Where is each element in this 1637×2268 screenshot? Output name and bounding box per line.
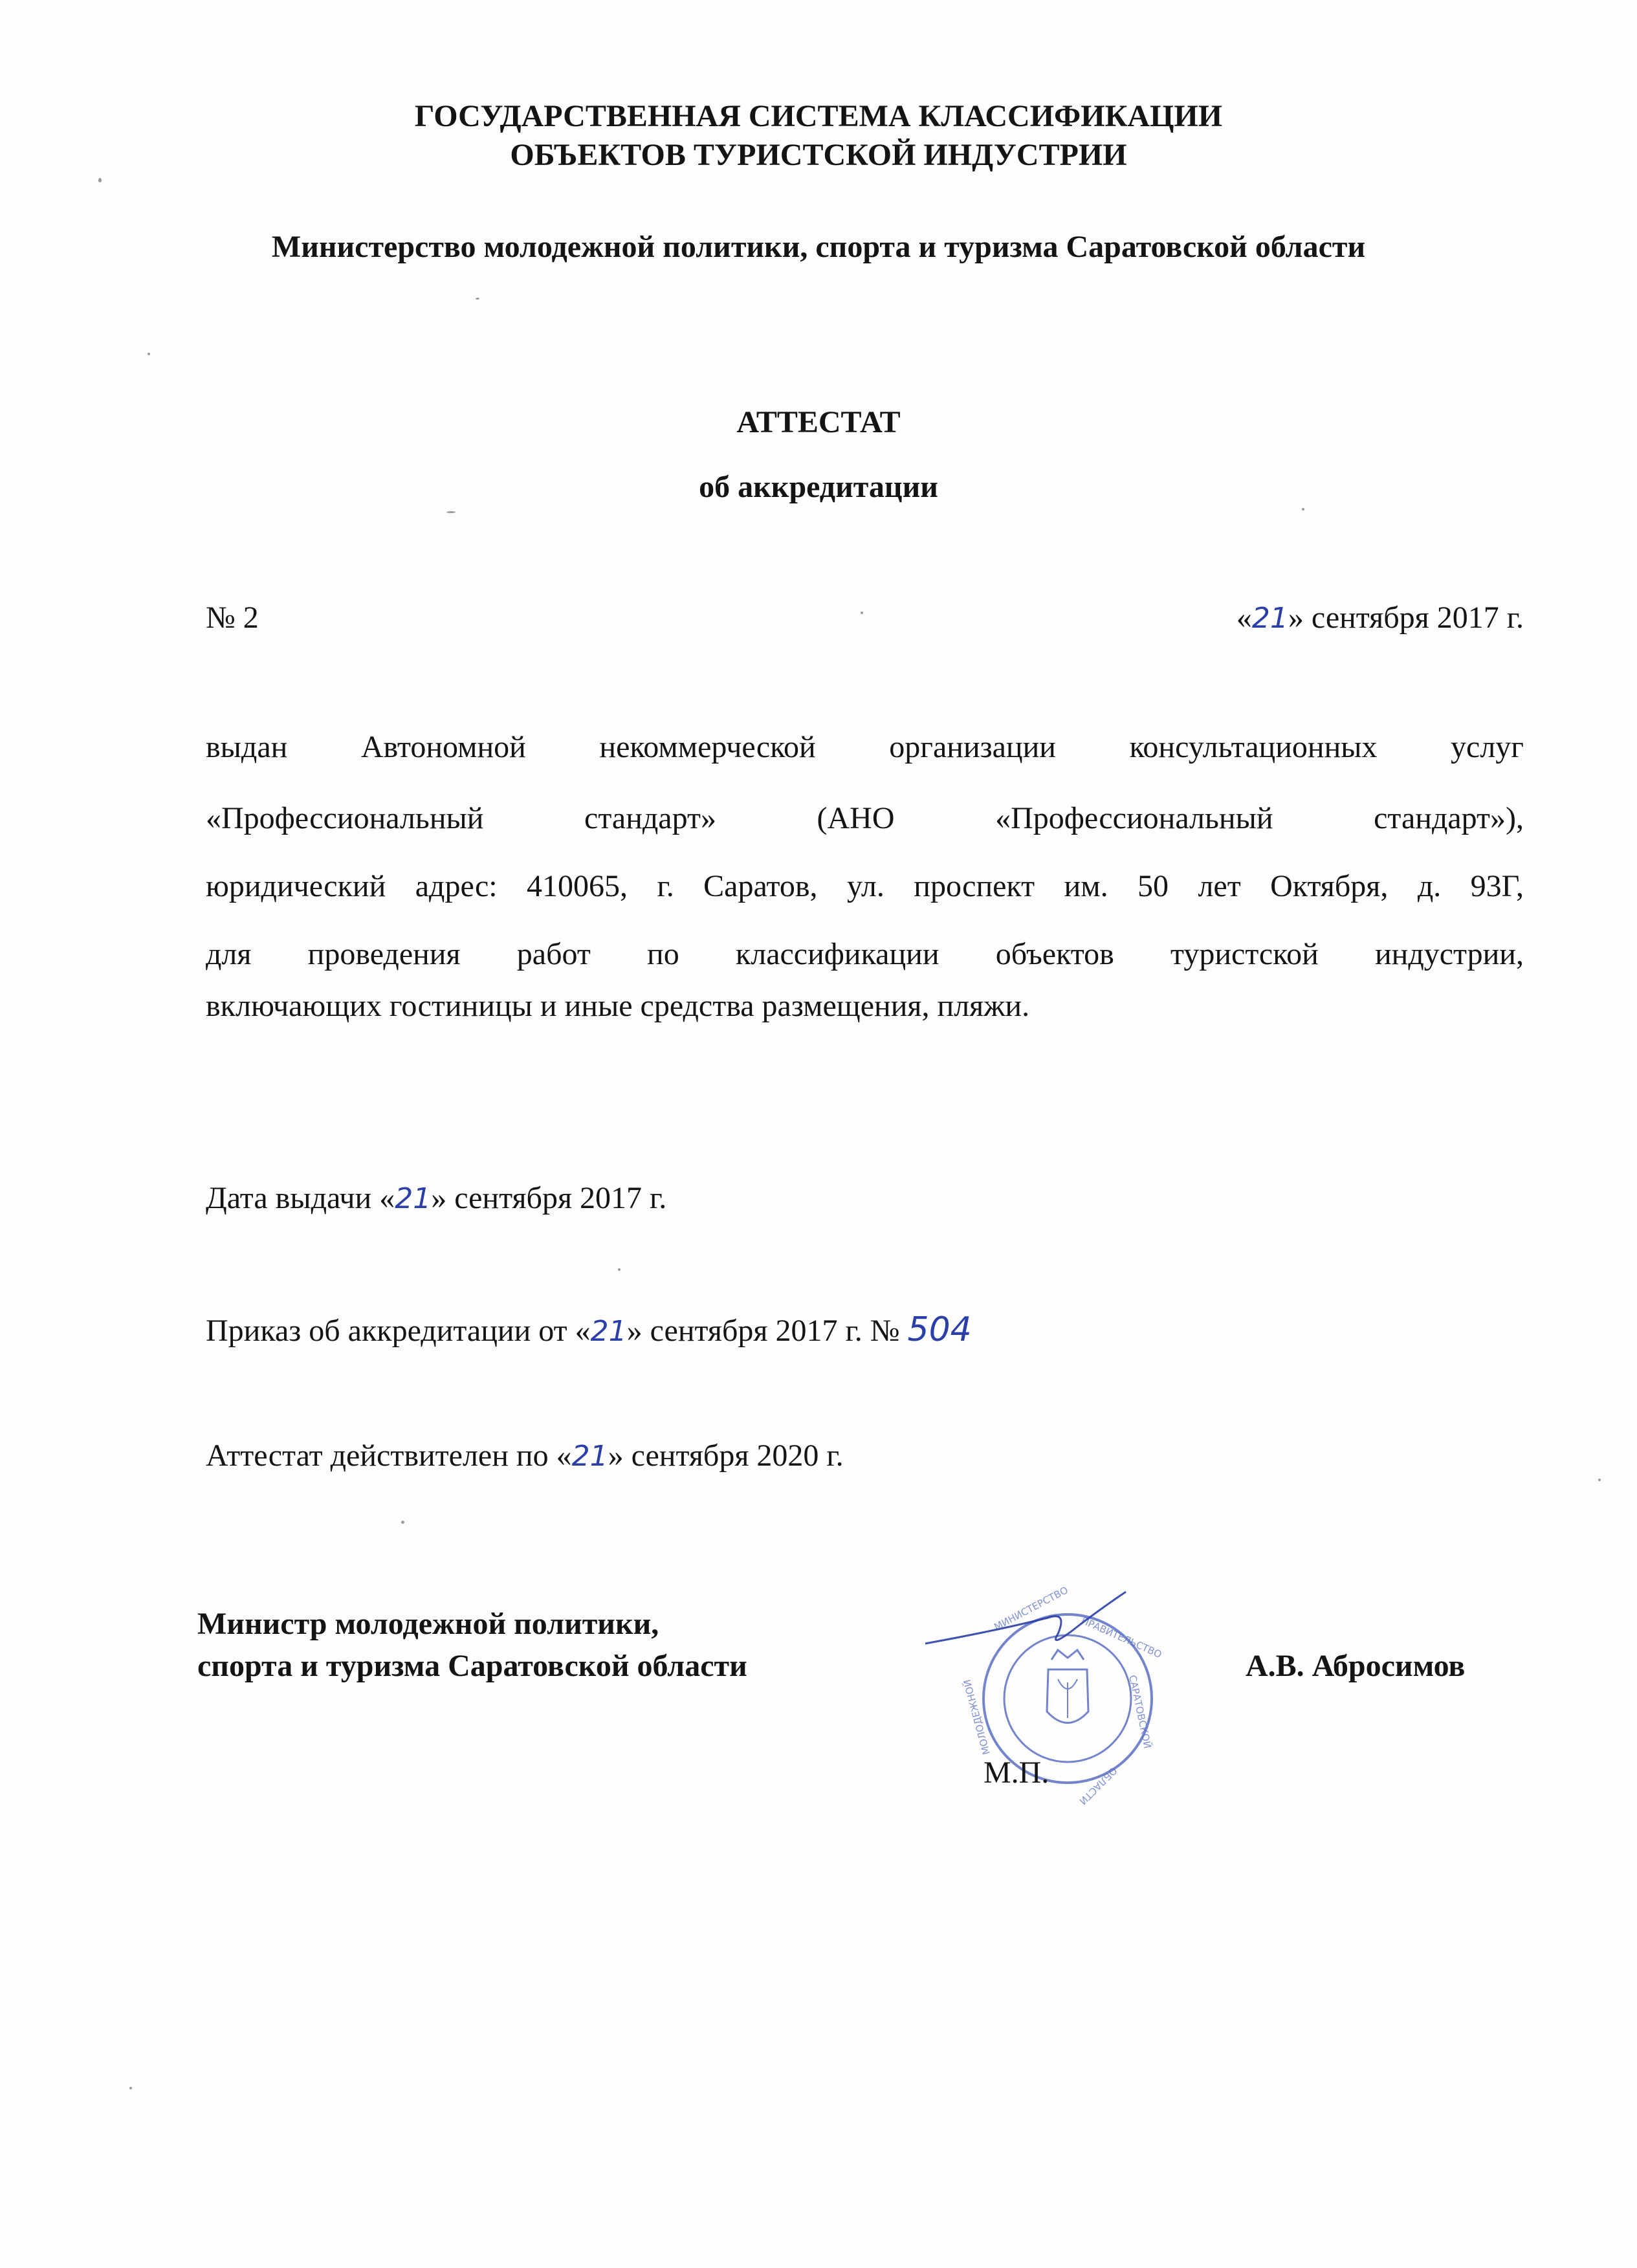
certificate-number: № 2 [206, 600, 259, 635]
scan-speck [476, 298, 479, 300]
signatory-position-line2: спорта и туризма Саратовской области [197, 1649, 747, 1683]
seal-label-mp: М.П. [983, 1756, 1049, 1790]
system-title-line2: ОБЪЕКТОВ ТУРИСТСКОЙ ИНДУСТРИИ [510, 138, 1127, 172]
certificate-date [1236, 599, 1524, 638]
signatory-name: А.В. Абросимов [1246, 1649, 1466, 1683]
svg-text:САРАТОВСКОЙ: САРАТОВСКОЙ [1126, 1674, 1154, 1750]
issue-date-prefix: Дата выдачи « [206, 1181, 395, 1215]
scan-speck [401, 1521, 404, 1524]
scan-speck [861, 611, 863, 614]
scan-speck [1598, 1479, 1601, 1481]
svg-text:ОБЛАСТИ: ОБЛАСТИ [1077, 1765, 1119, 1807]
paragraph-line-4: для проведения работ по классификации объектов туристской индустрии, [206, 937, 1524, 971]
order-middle: » сентября 2017 г. № [626, 1314, 908, 1348]
quote-open: « [1236, 600, 1252, 635]
handwritten-order-day: 21 [590, 1315, 627, 1348]
paragraph-line-2: «Профессиональный стандарт» (АНО «Профессиональный стандарт»), [206, 801, 1524, 835]
paragraph-line-3: юридический адрес: 410065, г. Саратов, ул. проспект им. 50 лет Октября, д. 93Г, [206, 869, 1524, 903]
document-title: АТТЕСТАТ [736, 405, 901, 439]
accreditation-order [206, 1310, 972, 1351]
handwritten-valid-day: 21 [571, 1440, 608, 1473]
scan-speck [618, 1268, 621, 1271]
handwritten-order-number: 504 [907, 1310, 972, 1349]
handwritten-day: 21 [1251, 602, 1288, 635]
scan-speck [129, 2087, 132, 2089]
svg-text:МОЛОДЕЖНОЙ: МОЛОДЕЖНОЙ [961, 1678, 993, 1756]
order-prefix: Приказ об аккредитации от « [206, 1314, 591, 1348]
handwritten-issue-day: 21 [395, 1182, 432, 1215]
scan-speck [446, 511, 456, 513]
issue-date [206, 1179, 666, 1218]
official-seal-stamp [919, 1572, 1178, 1831]
scan-speck [148, 353, 150, 355]
document-subtitle: об аккредитации [699, 470, 938, 504]
issue-date-suffix: » сентября 2017 г. [431, 1181, 667, 1215]
valid-until-prefix: Аттестат действителен по « [206, 1438, 572, 1473]
system-title-line1: ГОСУДАРСТВЕННАЯ СИСТЕМА КЛАССИФИКАЦИИ [414, 99, 1223, 133]
signatory-position-line1: Министр молодежной политики, [197, 1607, 659, 1641]
scan-speck [1302, 508, 1304, 511]
paragraph-line-1: выдан Автономной некоммерческой организации консультационных услуг [206, 730, 1524, 764]
date-rest: » сентября 2017 г. [1288, 600, 1524, 635]
svg-text:ПРАВИТЕЛЬСТВО: ПРАВИТЕЛЬСТВО [1079, 1614, 1164, 1661]
valid-until [206, 1437, 844, 1476]
svg-text:МИНИСТЕРСТВО: МИНИСТЕРСТВО [992, 1584, 1070, 1633]
ministry-name: Министерство молодежной политики, спорта и туризма Саратовской области [271, 230, 1366, 264]
valid-until-suffix: » сентября 2020 г. [608, 1438, 844, 1473]
scan-speck [98, 178, 102, 182]
paragraph-line-5: включающих гостиницы и иные средства размещения, пляжи. [206, 989, 1030, 1023]
